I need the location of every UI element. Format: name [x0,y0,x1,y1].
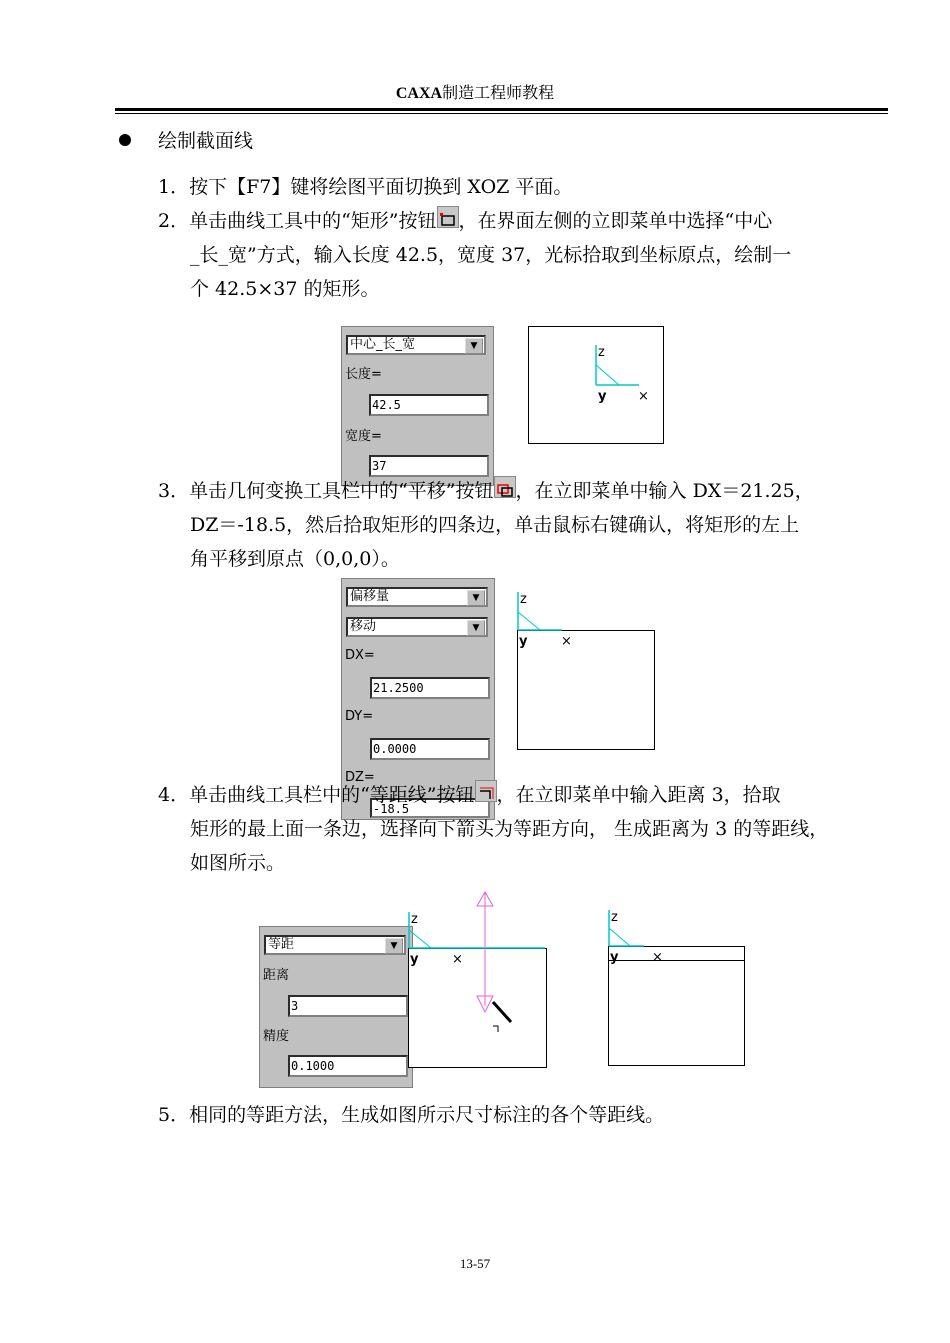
step-5: 5．相同的等距方法，生成如图所示尺寸标注的各个等距线。 [158,1104,665,1126]
dropdown-arrow-icon[interactable]: ▼ [467,620,485,636]
dropdown-arrow-icon[interactable]: ▼ [467,590,485,606]
immediate-menu-offset [259,926,413,1088]
y-axis-label: y [519,634,528,649]
step-2-line3: 个 42.5×37 的矩形。 [190,278,380,300]
move-mode-select[interactable]: 移动 ▼ [346,617,488,637]
z-axis-label: z [611,910,618,925]
x-axis-label: × [638,389,649,404]
view-offset-result [604,904,746,1068]
rectangle-with-offset-line [608,946,745,1066]
precision-label: 精度 [263,1029,290,1044]
z-axis-label: z [520,592,527,607]
direction-arrows [405,888,547,1070]
width-label: 宽度= [345,429,382,444]
page-number: 13-57 [459,1256,491,1271]
y-axis-label: y [598,389,607,404]
header-rule-thin [115,113,888,114]
step-2: 2．单击曲线工具中的“矩形”按钮 ，在界面左侧的立即菜单中选择“中心 [158,204,888,238]
dx-label: DX= [345,648,375,663]
section-title: 绘制截面线 [158,130,254,152]
dx-input[interactable]: 21.2500 [370,677,490,699]
z-axis-label: z [411,912,418,927]
offset-mode-select[interactable]: 偏移量 ▼ [346,587,488,607]
header-rule-thick [115,108,888,111]
offset-type-select[interactable]: 等距 ▼ [264,935,406,955]
width-input[interactable]: 37 [369,455,489,477]
dropdown-arrow-icon[interactable]: ▼ [465,338,483,354]
view-offset-direction [405,888,547,1070]
step-3-line3: 角平移到原点（0,0,0）。 [190,548,400,570]
x-axis-label: × [452,952,463,967]
view-xoz-1 [528,326,664,444]
axis-triad [510,588,656,648]
step-2-line2: _长_宽”方式，输入长度 42.5，宽度 37，光标拾取到坐标原点，绘制一 [190,244,792,266]
translated-rectangle [517,630,655,750]
x-axis-label: × [652,950,663,965]
axis-triad [529,327,663,443]
translate-tool-icon[interactable] [494,476,516,498]
dropdown-arrow-icon[interactable]: ▼ [385,938,403,954]
dz-input[interactable]: -18.5 [370,798,490,818]
step-1: 1．按下【F7】键将绘图平面切换到 XOZ 平面。 [158,176,573,198]
z-axis-label: z [598,345,605,360]
step-3: 3．单击几何变换工具栏中的“平移”按钮 ，在立即菜单中输入 DX＝21.25， [158,474,888,508]
distance-input[interactable]: 3 [288,995,408,1017]
precision-input[interactable]: 0.1000 [288,1055,408,1077]
length-label: 长度= [345,367,382,382]
dy-label: DY= [345,709,374,724]
x-axis-label: × [561,634,572,649]
axis-triad [604,904,746,964]
step-3-line2: DZ＝-18.5，然后拾取矩形的四条边，单击鼠标右键确认，将矩形的左上 [190,514,800,536]
running-header: CAXA制造工程师教程 [395,83,555,102]
view-xoz-2 [510,588,656,752]
rect-mode-select[interactable]: 中心_长_宽 ▼ [346,335,486,355]
dy-input[interactable]: 0.0000 [370,738,490,760]
dz-label: DZ= [345,770,375,785]
y-axis-label: y [610,950,619,965]
distance-label: 距离 [263,968,290,983]
step-4-line2: 矩形的最上面一条边，选择向下箭头为等距方向， 生成距离为 3 的等距线， [190,818,829,840]
offset-line-tool-icon[interactable] [475,780,497,802]
step-4-line3: 如图所示。 [190,852,286,874]
step-4: 4．单击曲线工具栏中的“等距线”按钮 ，在立即菜单中输入距离 3，拾取 [158,778,888,812]
length-input[interactable]: 42.5 [369,394,489,416]
bullet-icon [119,134,131,146]
rectangle-tool-icon[interactable] [437,206,459,228]
y-axis-label: y [410,952,419,967]
immediate-menu-rect [341,326,494,486]
